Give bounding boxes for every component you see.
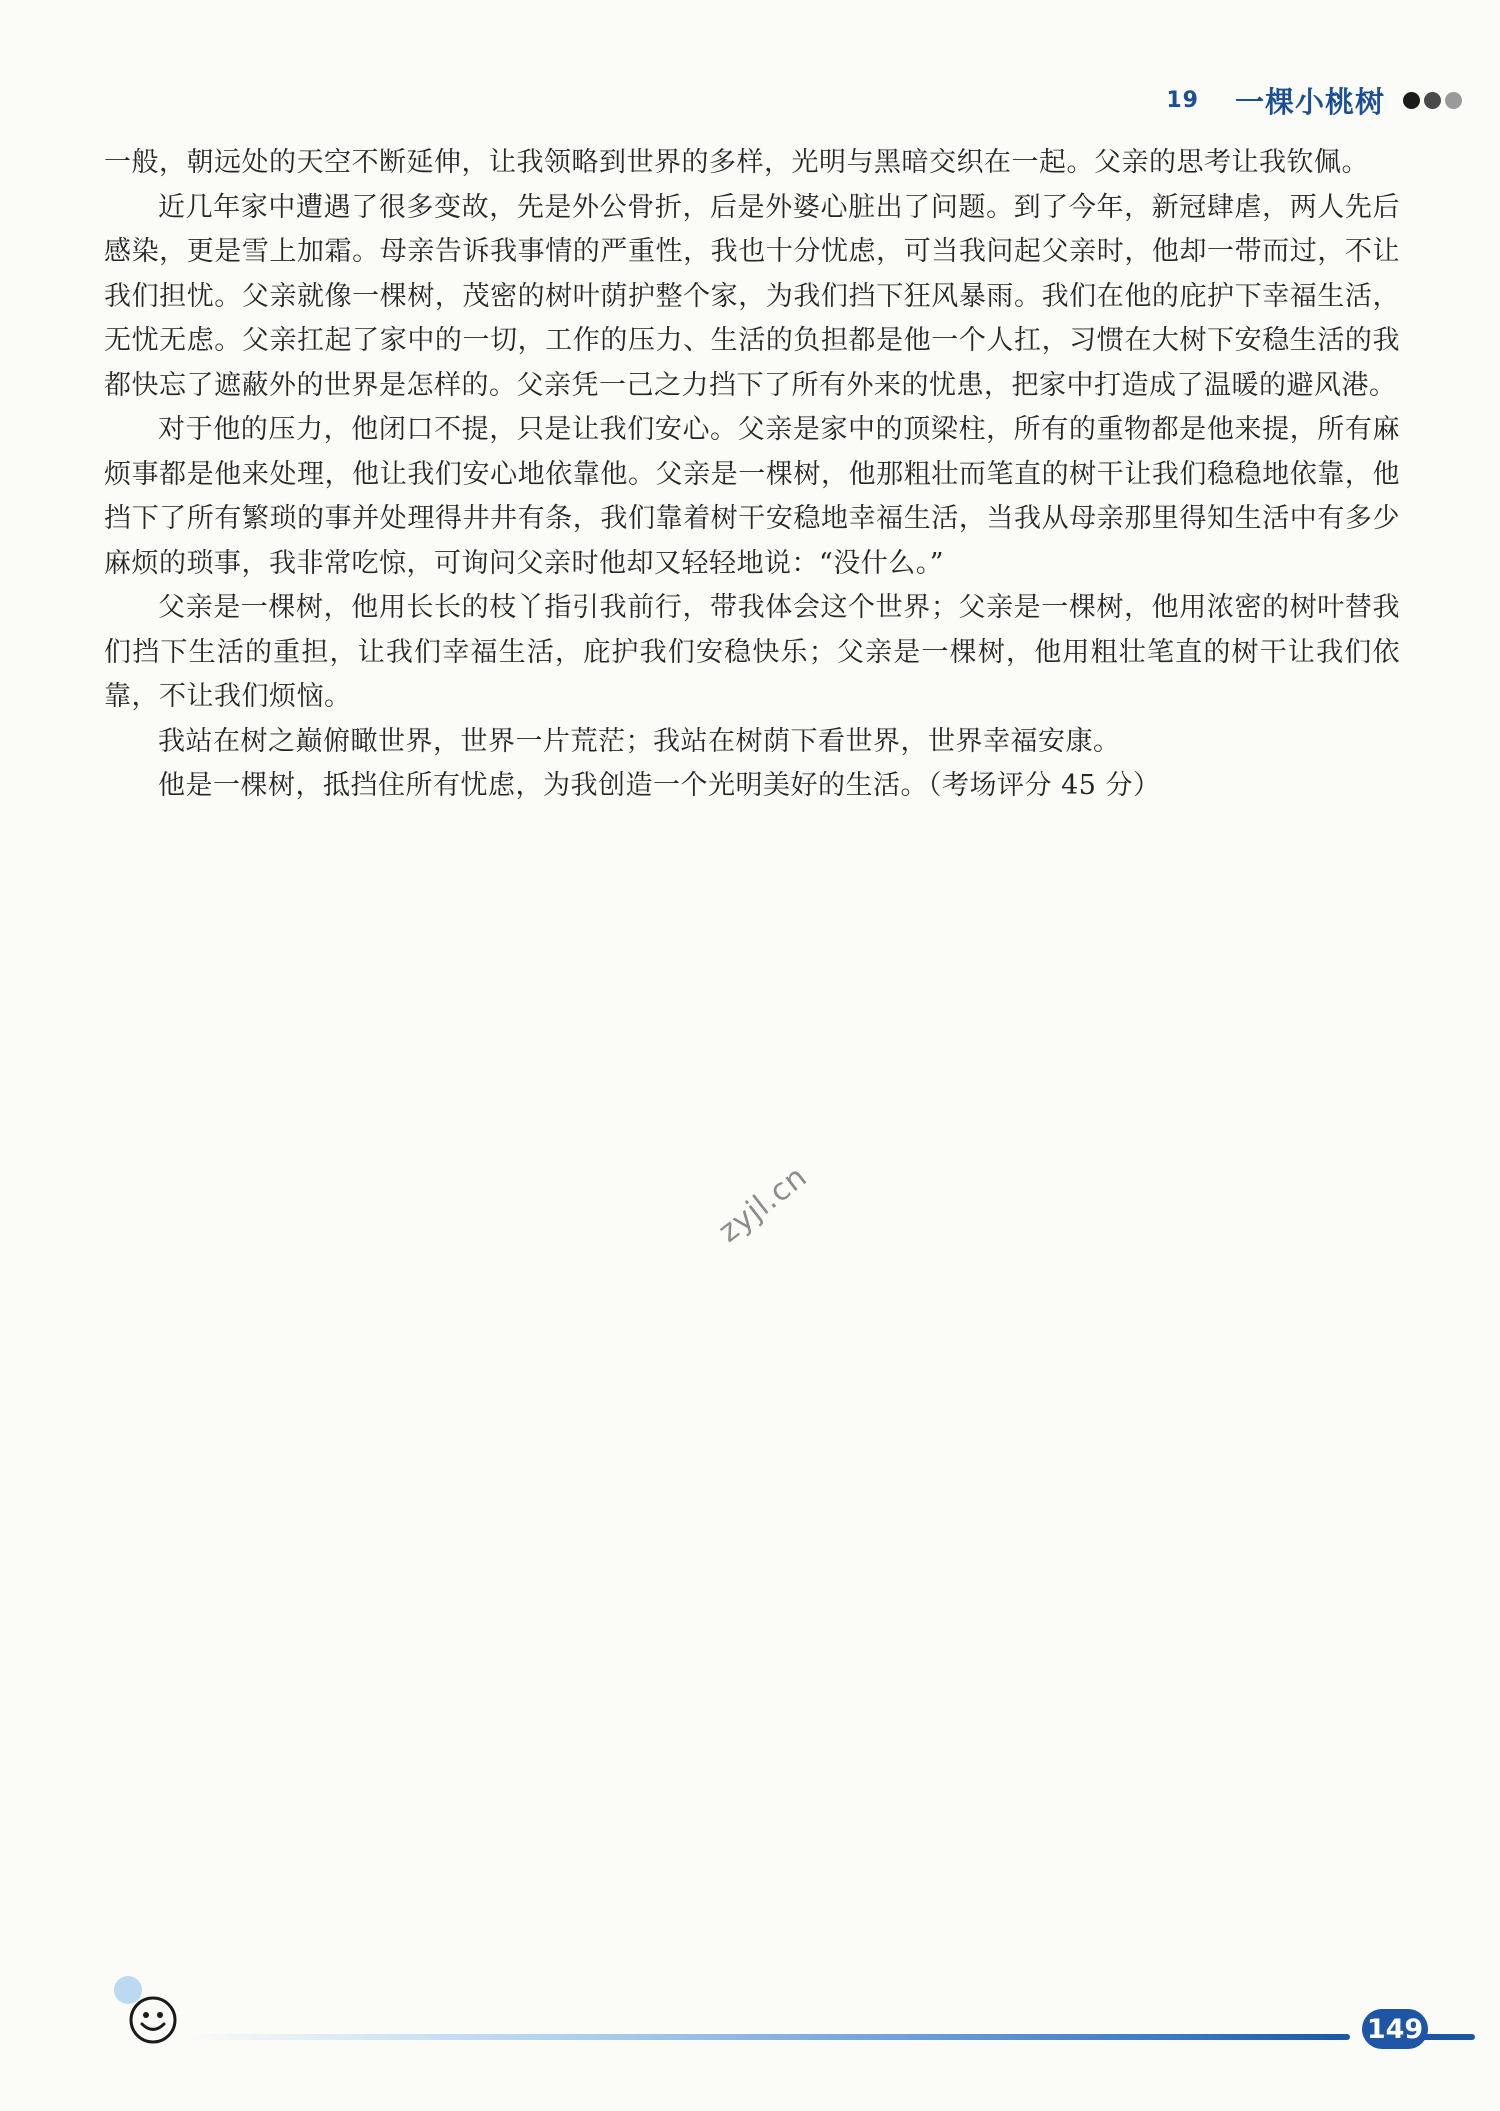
paragraph: 对于他的压力，他闭口不提，只是让我们安心。父亲是家中的顶梁柱，所有的重物都是他来提，所有麻烦事都是他来处理，他让我们安心地依靠他。父亲是一棵树，他那粗壮而笔直的树干让我们稳稳地依靠，他挡下了所有繁琐的事并处理得井井有条，我们靠着树干安稳地幸福生活，当我从母亲那里得知生活中有多少麻烦的琐事，我非常吃惊，可询问父亲时他却又轻轻地说：“没什么。” <box>104 414 1400 579</box>
essay-body <box>104 141 1400 809</box>
header-dots-icon <box>1403 92 1462 109</box>
dot-icon <box>1445 92 1462 109</box>
chapter-header <box>1166 80 1462 121</box>
smiley-face-icon <box>128 1995 178 2045</box>
paragraph: 近几年家中遭遇了很多变故，先是外公骨折，后是外婆心脏出了问题。到了今年，新冠肆虐，两人先后感染，更是雪上加霜。母亲告诉我事情的严重性，我也十分忧虑，可当我问起父亲时，他却一带而过，不让我们担忧。父亲就像一棵树，茂密的树叶荫护整个家，为我们挡下狂风暴雨。我们在他的庇护下幸福生活，无忧无虑。父亲扛起了家中的一切，工作的压力、生活的负担都是他一个人扛，习惯在大树下安稳生活的我都快忘了遮蔽外的世界是怎样的。父亲凭一己之力挡下了所有外来的忧患，把家中打造成了温暖的避风港。 <box>104 191 1400 401</box>
footer-rule <box>190 2034 1350 2040</box>
footer-rule-end <box>1420 2034 1475 2040</box>
page-number: 149 <box>1366 2013 1424 2045</box>
paragraph: 一般，朝远处的天空不断延伸，让我领略到世界的多样，光明与黑暗交织在一起。父亲的思考让我钦佩。 <box>104 147 1369 178</box>
dot-icon <box>1403 92 1420 109</box>
paragraph: 我站在树之巅俯瞰世界，世界一片荒茫；我站在树荫下看世界，世界幸福安康。 <box>158 725 1121 757</box>
chapter-title: 一棵小桃树 <box>1234 85 1385 119</box>
page-number-badge <box>1362 2009 1428 2049</box>
watermark: zyjl.cn <box>712 1159 815 1250</box>
dot-icon <box>1424 92 1441 109</box>
paragraph: 他是一棵树，抵挡住所有忧虑，为我创造一个光明美好的生活。（考场评分 45 分） <box>158 770 1161 801</box>
paragraph: 父亲是一棵树，他用长长的枝丫指引我前行，带我体会这个世界；父亲是一棵树，他用浓密的树叶替我们挡下生活的重担，让我们幸福生活，庇护我们安稳快乐；父亲是一棵树，他用粗壮笔直的树干让我们依靠，不让我们烦恼。 <box>104 592 1400 712</box>
chapter-number: 19 <box>1166 88 1199 113</box>
